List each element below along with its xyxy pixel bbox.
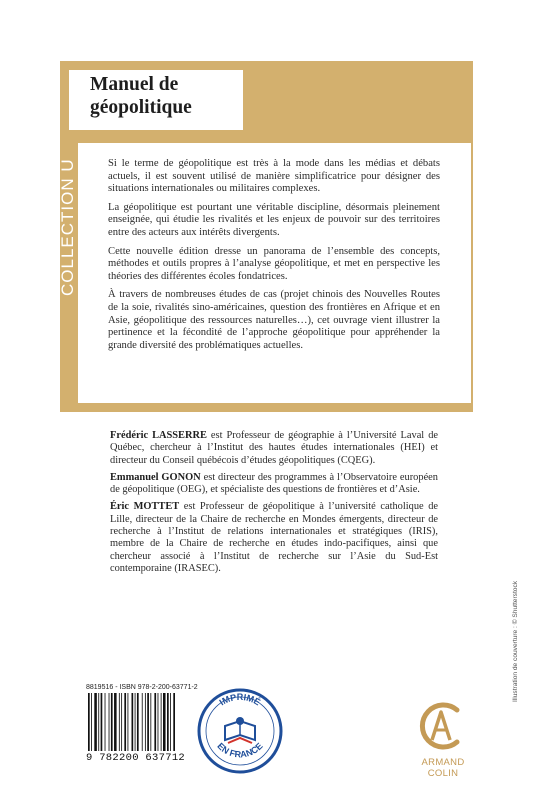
- author-bio: [110, 430, 438, 467]
- author-name: Emmanuel GONON: [110, 471, 201, 483]
- author-bio-text: est directeur des programmes à l’Observatoire européen de géopolitique (OEG), et spécialiste des questions de frontières et d’Asie.: [110, 471, 438, 496]
- author-bio: [110, 472, 438, 497]
- book-description: [108, 158, 440, 358]
- armand-colin-logo-icon: [410, 700, 472, 752]
- isbn-text: 8819516 - ISBN 978-2-200-63771-2: [86, 684, 198, 691]
- book-title: [90, 73, 240, 119]
- imprime-en-france-seal: [197, 688, 283, 774]
- seal-bottom-text: EN FRANCE: [215, 740, 265, 760]
- title-line-1: Manuel de: [90, 74, 179, 95]
- author-bio: [110, 501, 438, 575]
- description-paragraph: À travers de nombreuses études de cas (projet chinois des Nouvelles Routes de la soie, rivalités sino-américaines, question des frontières en Afrique et en Asie, géopolitique des ressources naturelles…), cet ouvrage vient illustrer la pertinence et la fécondité de l’approche géopolitique pour appréhender la grande diversité des problématiques actuelles.: [108, 289, 440, 351]
- title-line-2: géopolitique: [90, 97, 192, 118]
- author-bio-text: est Professeur de géographie à l’Université Laval de Québec, chercheur à l’Institut des hautes études internationales (HEI) et directeur du Conseil québécois d’études géopolitiques (CQEG).: [110, 430, 438, 466]
- barcode-number: 9 782200 637712: [86, 752, 186, 764]
- isbn-barcode: [86, 684, 198, 774]
- seal-top-text: IMPRIMÉ: [217, 692, 263, 708]
- author-bio-text: est Professeur de géopolitique à l’université catholique de Lille, directeur de la Chaire de recherche en Mondes émergents, directeur de recherche à l’Institut de relations internationales et stratégiques (IRIS), membre de la Chaire de recherche en études indo-pacifiques, ainsi que chercheur associé à l’Institut de recherche sur l’Asie du Sud-Est contemporaine (IRASEC).: [110, 501, 439, 574]
- description-paragraph: Si le terme de géopolitique est très à la mode dans les médias et débats actuels, il est souvent utilisé de manière simplificatrice pour désigner des situations internationales ou militaires complexes.: [108, 158, 440, 195]
- publisher-name: ARMAND COLIN: [421, 757, 465, 779]
- author-bios: [110, 430, 438, 580]
- collection-label: COLLECTION U: [58, 158, 77, 296]
- author-name: Éric MOTTET: [110, 501, 180, 513]
- description-paragraph: Cette nouvelle édition dresse un panorama de l’ensemble des concepts, méthodes et outils propres à l’analyse géopolitique, et met en perspective les théories des différentes écoles fondatrices.: [108, 245, 440, 282]
- barcode-bars: [86, 693, 184, 751]
- author-name: Frédéric LASSERRE: [110, 430, 207, 441]
- description-paragraph: La géopolitique est pourtant une véritable discipline, désormais pleinement enseignée, qui étudie les rivalités et les enjeux de pouvoir sur des territoires entre des acteurs aux intérêts divergents.: [108, 201, 440, 238]
- illustration-credit: Illustration de couverture : © Shutterstock: [512, 580, 519, 702]
